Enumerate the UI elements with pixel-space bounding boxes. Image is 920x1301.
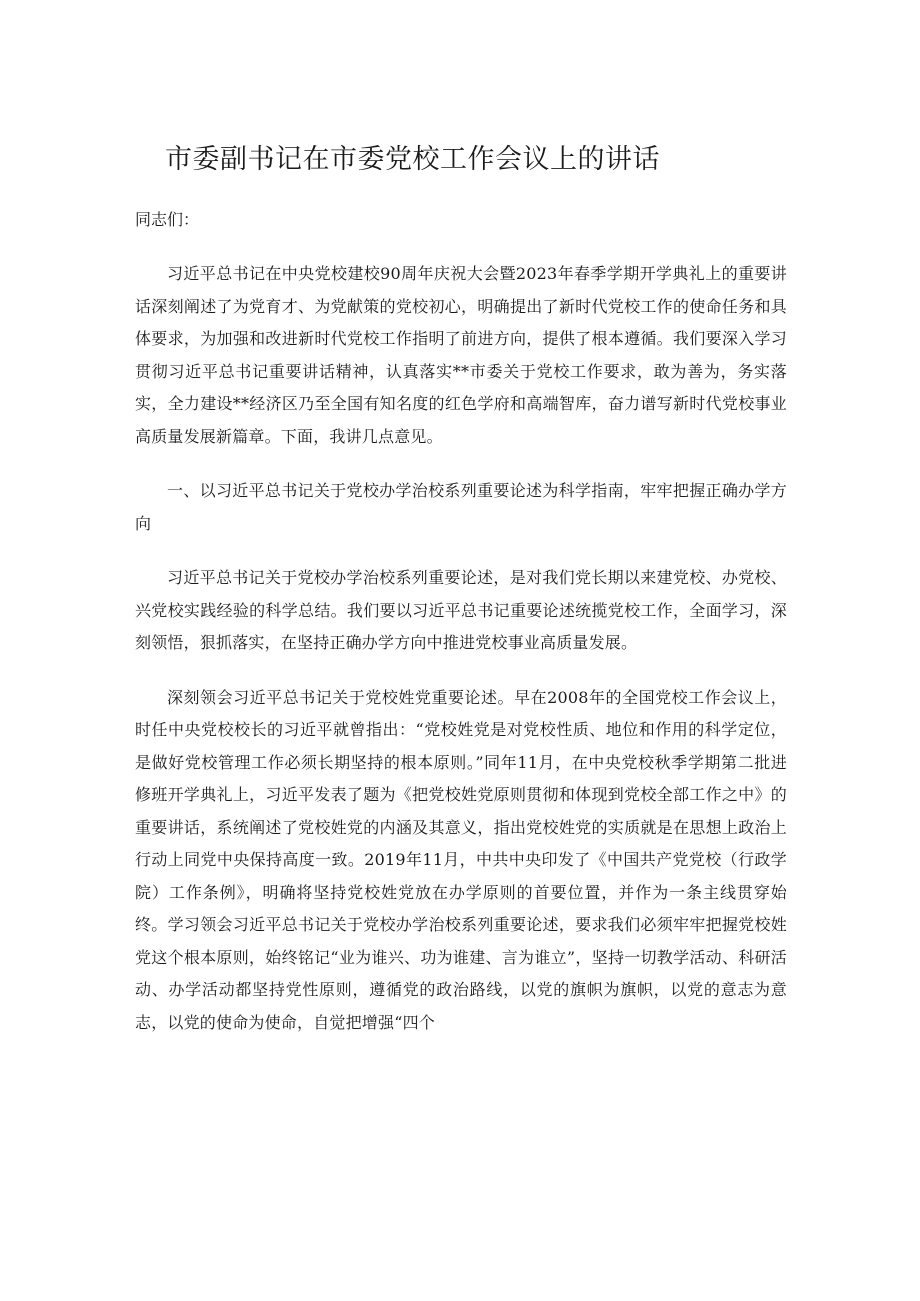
paragraph-party-nature: 深刻领会习近平总书记关于党校姓党重要论述。早在2008年的全国党校工作会议上，时任中央党校校长的习近平就曾指出：“党校姓党是对党校性质、地位和作用的科学定位，是做好党校管理工作必须长期坚持的根本原则。”同年11月，在中央党校秋季学期第二批进修班开学典礼上，习近平发表了题为《把党校姓党原则贯彻和体现到党校全部工作之中》的重要讲话，系统阐述了党校姓党的内涵及其意义，指出党校姓党的实质就是在思想上政治上行动上同党中央保持高度一致。2019年11月，中共中央印发了《中国共产党党校（行政学院）工作条例》，明确将坚持党校姓党放在办学原则的首要位置，并作为一条主线贯穿始终。学习领会习近平总书记关于党校办学治校系列重要论述，要求我们必须牢牢把握党校姓党这个根本原则，始终铭记“业为谁兴、功为谁建、言为谁立”，坚持一切教学活动、科研活动、办学活动都坚持党性原则，遵循党的政治路线，以党的旗帜为旗帜，以党的意志为意志，以党的使命为使命，自觉把增强“四个 bbox=[135, 687, 787, 1032]
paragraph-intro: 习近平总书记在中央党校建校90周年庆祝大会暨2023年春季学期开学典礼上的重要讲话深刻阐述了为党育才、为党献策的党校初心，明确提出了新时代党校工作的使命任务和具体要求，为加强和改进新时代党校工作指明了前进方向，提供了根本遵循。我们要深入学习贯彻习近平总书记重要讲话精神，认真落实**市委关于党校工作要求，敢为善为，务实落实，全力建设**经济区乃至全国有知名度的红色学府和高端智库，奋力谱写新时代党校事业高质量发展新篇章。下面，我讲几点意见。 bbox=[135, 264, 787, 446]
salutation: 同志们： bbox=[135, 210, 200, 229]
document-title: 市委副书记在市委党校工作会议上的讲话 bbox=[165, 144, 660, 175]
paragraph-section-1-intro: 习近平总书记关于党校办学治校系列重要论述，是对我们党长期以来建党校、办党校、兴党校实践经验的科学总结。我们要以习近平总书记重要论述统揽党校工作，全面学习，深刻领悟，狠抓落实，在坚持正确办学方向中推进党校事业高质量发展。 bbox=[135, 568, 787, 652]
section-heading-1: 一、以习近平总书记关于党校办学治校系列重要论述为科学指南，牢牢把握正确办学方向 bbox=[135, 481, 787, 533]
document-body bbox=[135, 258, 787, 1061]
